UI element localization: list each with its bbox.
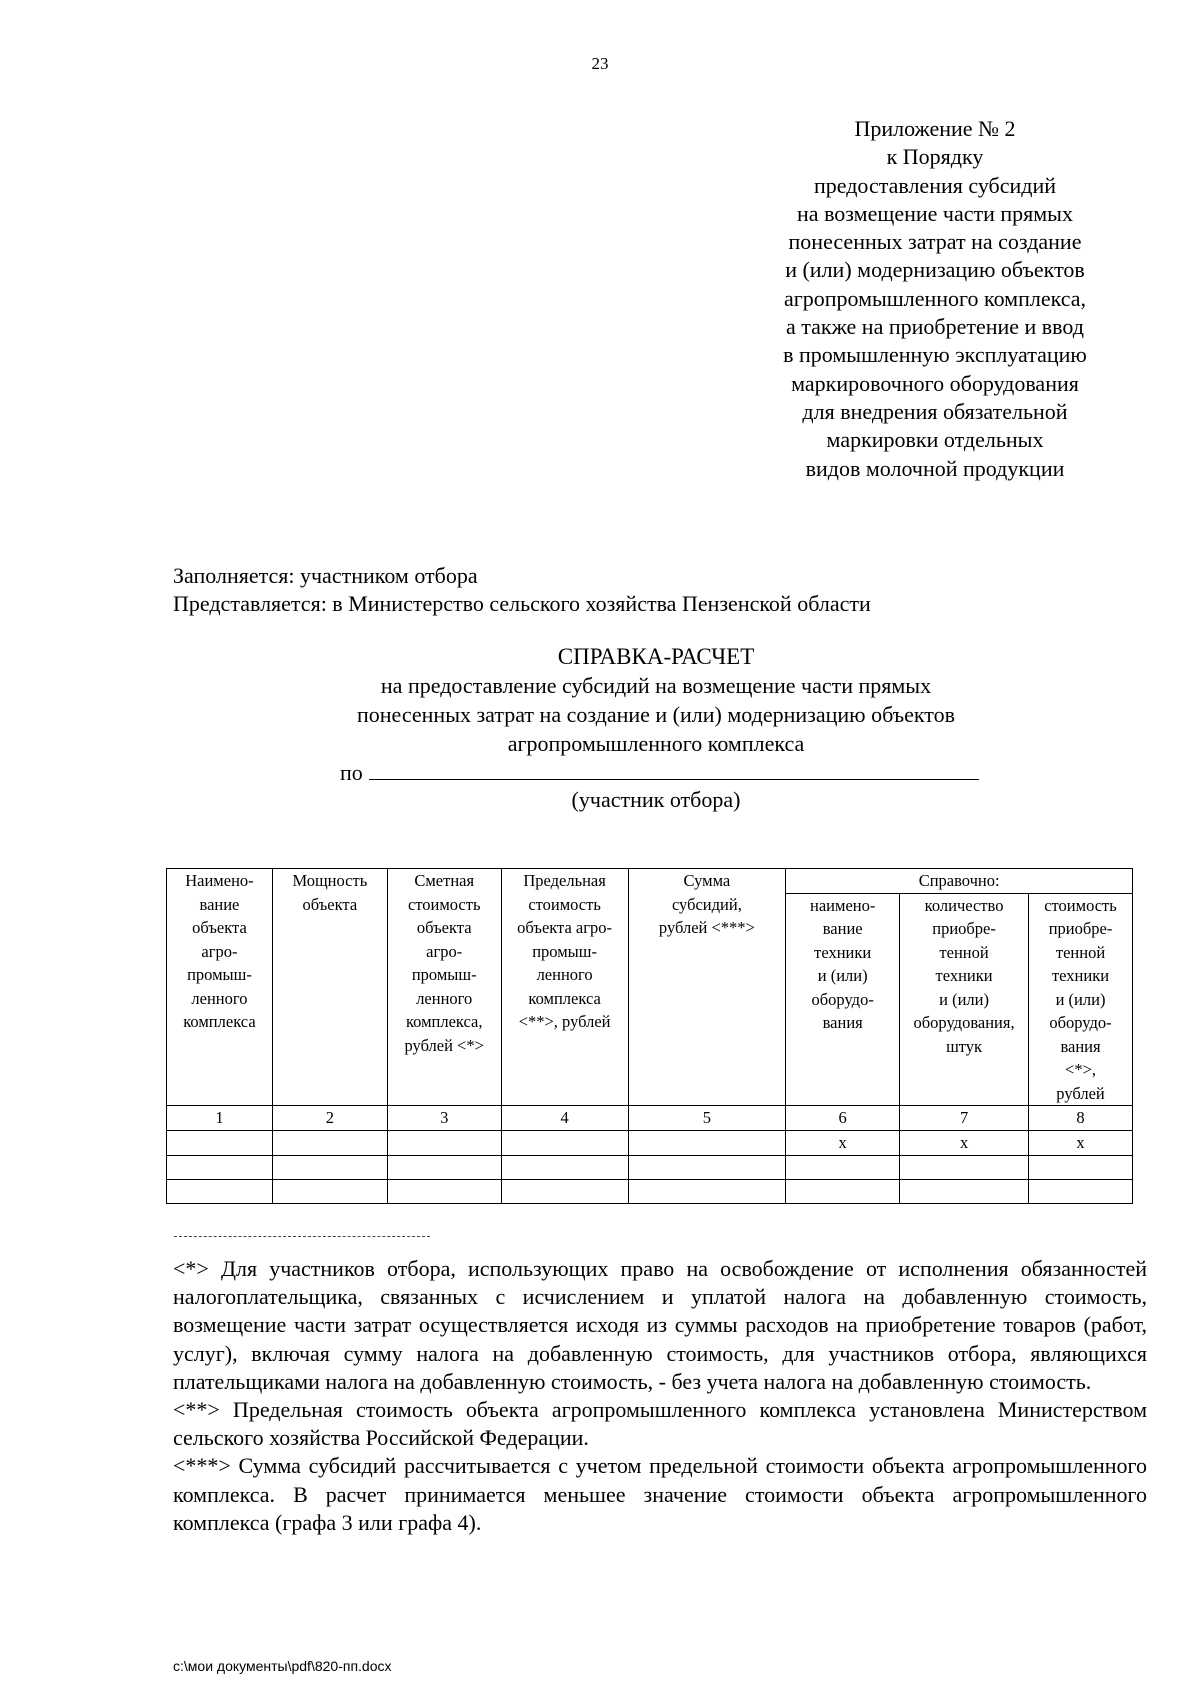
column-number: 1 xyxy=(167,1106,273,1131)
table-cell[interactable] xyxy=(272,1179,387,1203)
table-cell[interactable] xyxy=(501,1155,628,1179)
group-header-cell: Справочно: xyxy=(786,869,1133,894)
table-cell[interactable] xyxy=(272,1155,387,1179)
appendix-line: маркировочного оборудования xyxy=(791,370,1079,396)
table-row xyxy=(167,1155,1133,1179)
footnote-separator xyxy=(174,1236,430,1237)
header-cell: количество приобре- тенной техники и (или) оборудования, штук xyxy=(900,893,1029,1106)
appendix-line: на возмещение части прямых xyxy=(797,200,1073,226)
header-cell: Сумма субсидий, рублей <***> xyxy=(628,869,786,1106)
participant-blank[interactable] xyxy=(369,763,979,780)
table-cell[interactable] xyxy=(628,1179,786,1203)
x-mark-cell: x xyxy=(900,1131,1029,1156)
column-number: 4 xyxy=(501,1106,628,1131)
appendix-line: к Порядку xyxy=(886,144,984,170)
table-cell[interactable] xyxy=(900,1155,1029,1179)
table-cell[interactable] xyxy=(167,1155,273,1179)
header-cell: Сметная стоимость объекта агро- промыш- ленного комплекса, рублей <*> xyxy=(387,869,501,1106)
table-cell[interactable] xyxy=(387,1155,501,1179)
table-row xyxy=(167,1131,1133,1156)
table-cell[interactable] xyxy=(272,1131,387,1156)
appendix-line: и (или) модернизацию объектов xyxy=(785,257,1085,283)
appendix-line: для внедрения обязательной xyxy=(802,398,1068,424)
table-cell[interactable] xyxy=(900,1179,1029,1203)
header-cell: наимено- вание техники и (или) оборудо- вания xyxy=(786,893,900,1106)
appendix-line: видов молочной продукции xyxy=(805,455,1065,481)
header-cell: Предельная стоимость объекта агро- промыш- ленного комплекса <**>, рублей xyxy=(501,869,628,1106)
po-label: по xyxy=(340,760,363,785)
footnote: <***> Сумма субсидий рассчитывается с учетом предельной стоимости объекта агропромышленного комплекса. В расчет принимается меньшее значение стоимости объекта агропромышленного комплекса (графа 3 или графа 4). xyxy=(173,1453,1147,1535)
table-cell[interactable] xyxy=(1029,1155,1133,1179)
file-path: c:\мои документы\pdf\820-пп.docx xyxy=(173,1658,392,1674)
table-cell[interactable] xyxy=(167,1179,273,1203)
participant-caption: (участник отбора) xyxy=(571,787,741,812)
header-cell: Наимено- вание объекта агро- промыш- ленного комплекса xyxy=(167,869,273,1106)
column-number-row xyxy=(167,1106,1133,1131)
appendix-line: агропромышленного комплекса, xyxy=(783,285,1087,311)
column-number: 2 xyxy=(272,1106,387,1131)
appendix-block xyxy=(735,115,1135,483)
table-cell[interactable] xyxy=(628,1155,786,1179)
column-number: 8 xyxy=(1029,1106,1133,1131)
appendix-line: понесенных затрат на создание xyxy=(788,229,1082,255)
title-line: агропромышленного комплекса xyxy=(507,731,805,756)
table-cell[interactable] xyxy=(1029,1179,1133,1203)
calculation-table xyxy=(166,868,1133,1204)
column-number: 6 xyxy=(786,1106,900,1131)
appendix-line: предоставления субсидий xyxy=(813,172,1057,198)
title-line: понесенных затрат на создание и (или) модернизацию объектов xyxy=(356,702,955,727)
table-cell[interactable] xyxy=(387,1179,501,1203)
footnotes xyxy=(173,1255,1147,1537)
page-number: 23 xyxy=(591,54,609,73)
appendix-line: Приложение № 2 xyxy=(854,116,1016,141)
column-number: 5 xyxy=(628,1106,786,1131)
appendix-line: в промышленную эксплуатацию xyxy=(783,342,1087,368)
table-cell[interactable] xyxy=(786,1155,900,1179)
title-heading: СПРАВКА-РАСЧЕТ xyxy=(557,644,755,669)
footnote: <*> Для участников отбора, использующих право на освобождение от исполнения обязанностей налогоплательщика, связанных с исчислением и уплатой налога на добавленную стоимость, возмещение части затрат осуществляется исходя из суммы расходов на приобретение товаров (работ, услуг), включая сумму налога на добавленную стоимость, для участников отбора, являющихся плательщиками налога на добавленную стоимость, - без учета налога на добавленную стоимость. xyxy=(173,1256,1147,1394)
table-cell[interactable] xyxy=(167,1131,273,1156)
x-mark-cell: x xyxy=(786,1131,900,1156)
title-line: на предоставление субсидий на возмещение части прямых xyxy=(380,673,932,698)
x-mark-cell: x xyxy=(1029,1131,1133,1156)
table-cell[interactable] xyxy=(628,1131,786,1156)
column-number: 7 xyxy=(900,1106,1029,1131)
column-number: 3 xyxy=(387,1106,501,1131)
footnote: <**> Предельная стоимость объекта агропромышленного комплекса установлена Министерством сельского хозяйства Российской Федерации. xyxy=(173,1397,1147,1451)
header-row xyxy=(167,869,1133,894)
table-cell[interactable] xyxy=(387,1131,501,1156)
table-row xyxy=(167,1179,1133,1203)
submitted-to: Представляется: в Министерство сельского хозяйства Пензенской области xyxy=(173,591,871,616)
appendix-line: маркировки отдельных xyxy=(826,427,1044,453)
header-cell: стоимость приобре- тенной техники и (или) оборудо- вания <*>, рублей xyxy=(1029,893,1133,1106)
table-cell[interactable] xyxy=(786,1179,900,1203)
participant-line xyxy=(340,759,979,787)
document-title xyxy=(0,642,1200,758)
header-cell: Мощность объекта xyxy=(272,869,387,1106)
meta-block xyxy=(173,562,871,618)
filled-by: Заполняется: участником отбора xyxy=(173,563,478,588)
table-cell[interactable] xyxy=(501,1179,628,1203)
appendix-line: а также на приобретение и ввод xyxy=(786,314,1084,340)
table-cell[interactable] xyxy=(501,1131,628,1156)
